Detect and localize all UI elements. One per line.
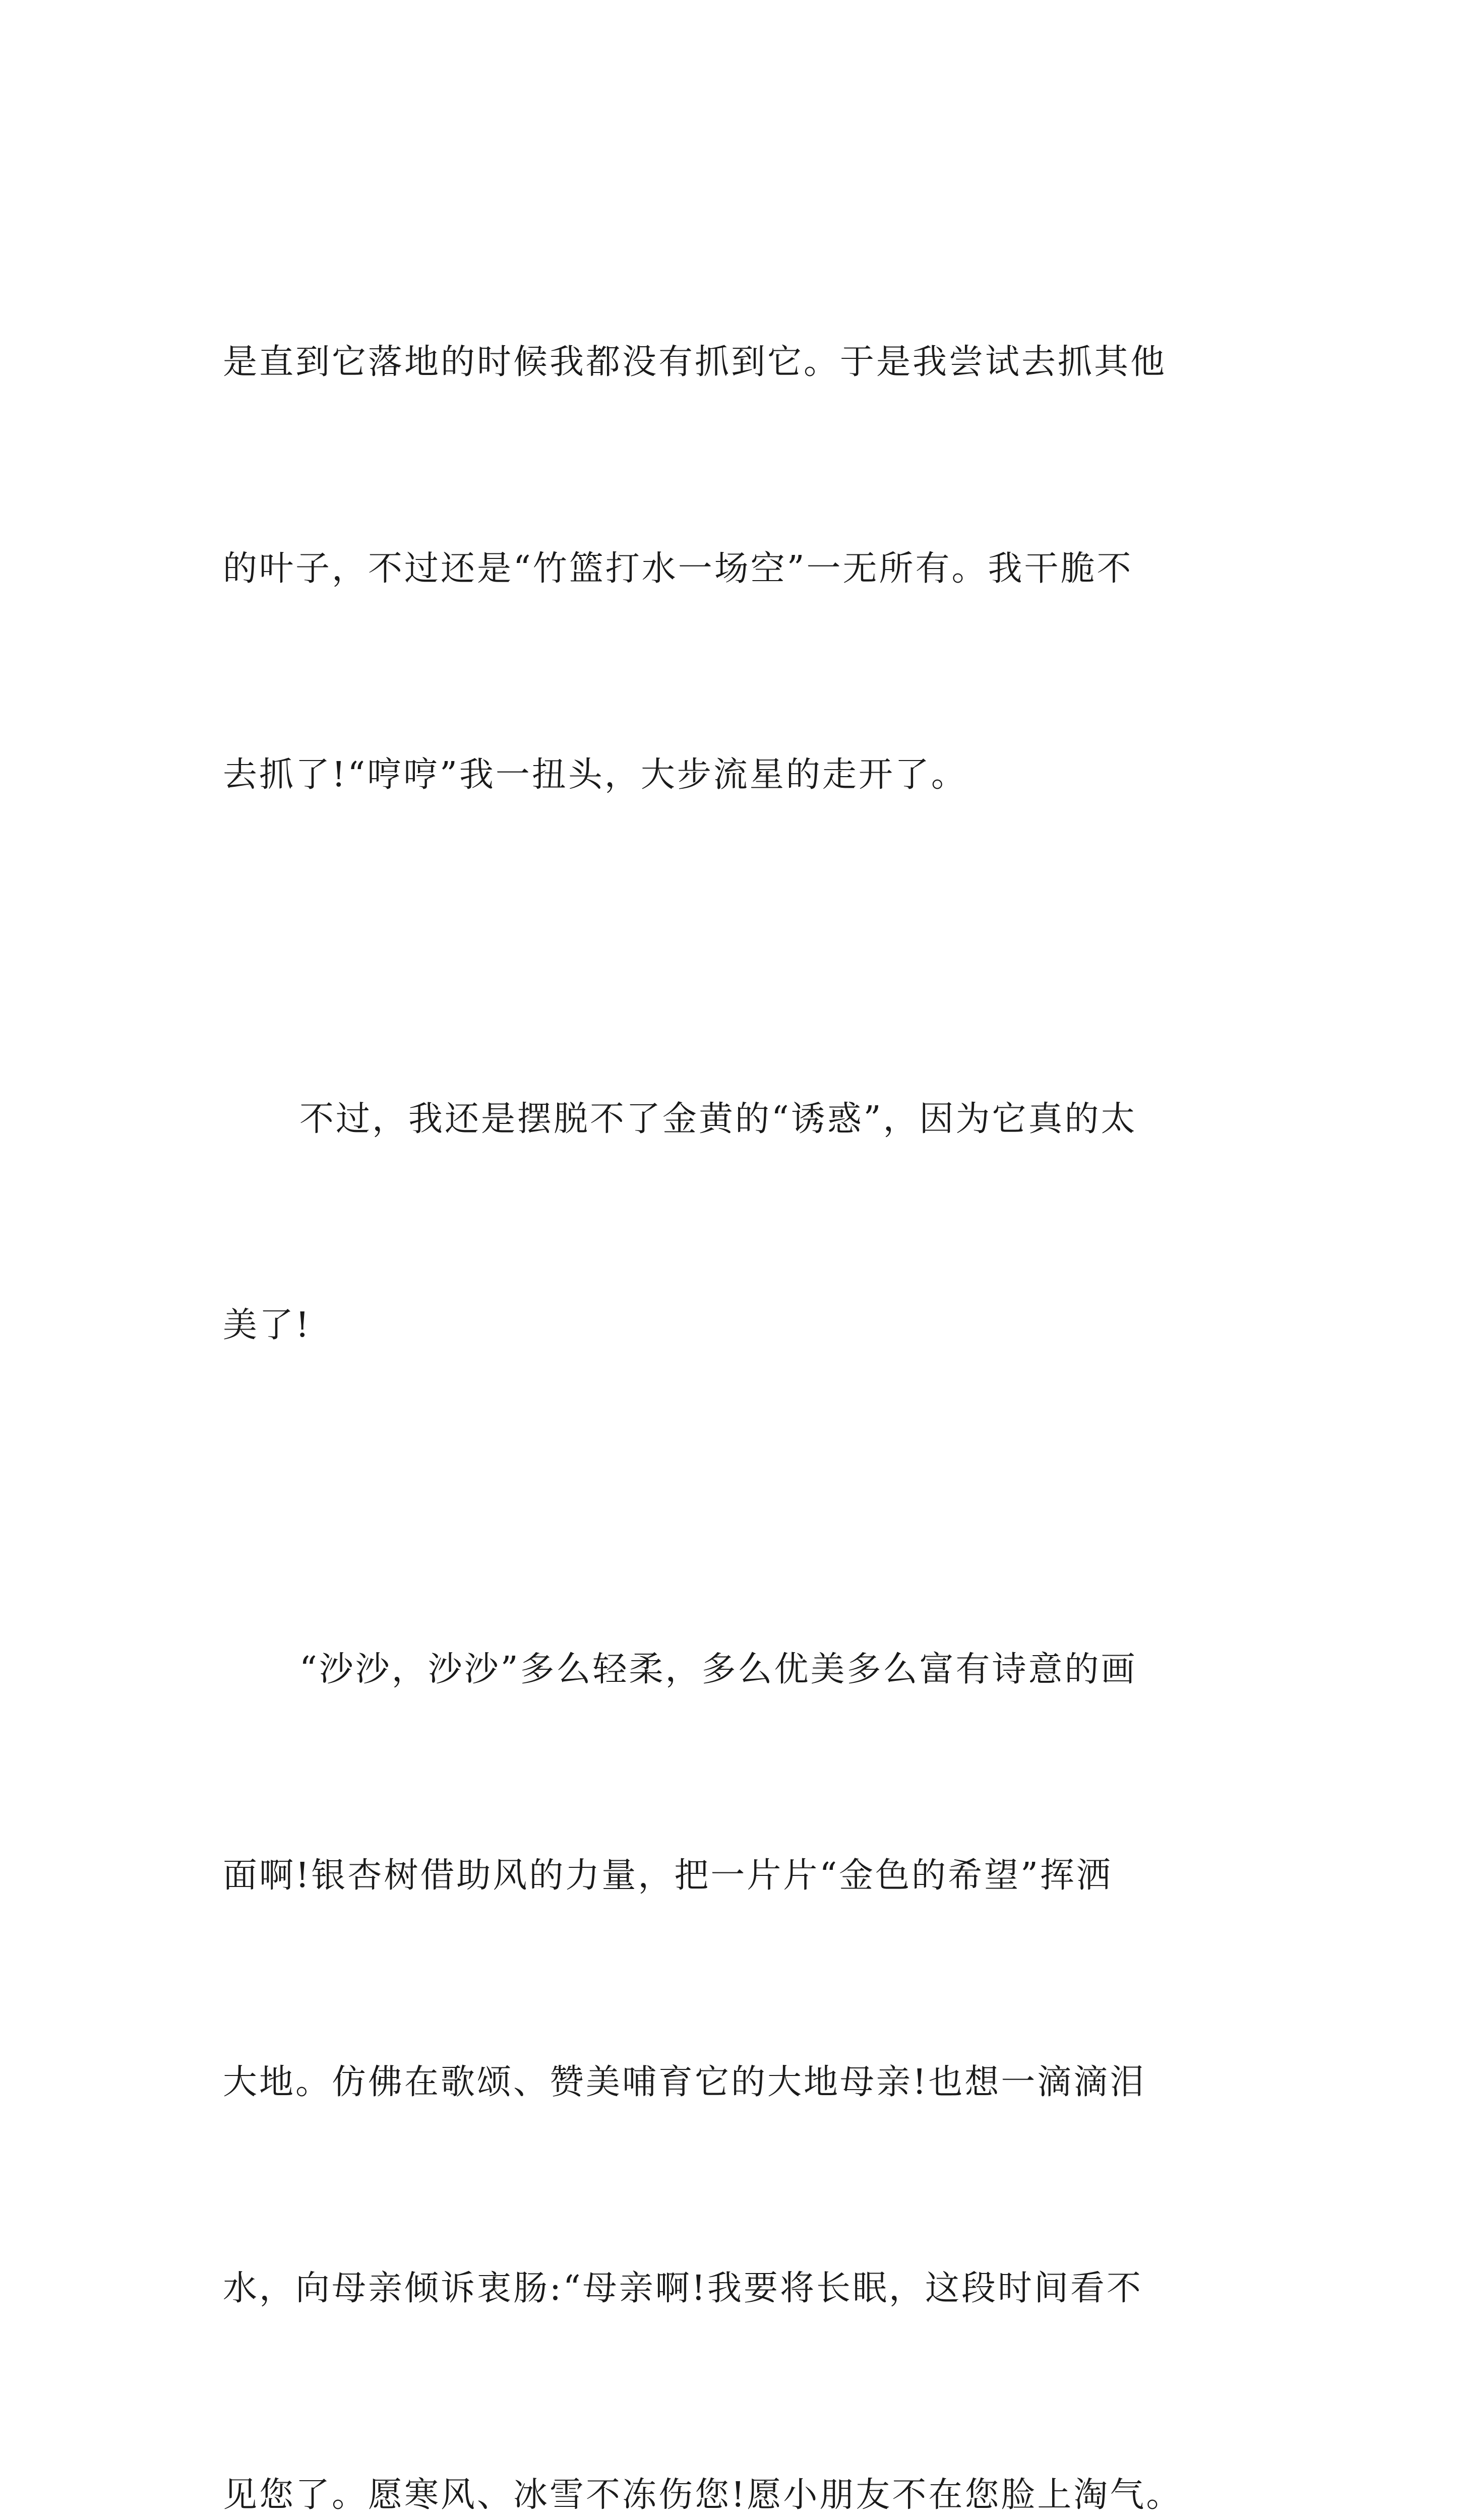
text-line: 美了! [223, 1291, 1251, 1360]
text-line: “沙沙，沙沙”多么轻柔，多么优美多么富有诗意的画 [223, 1635, 1251, 1705]
text-line: 去抓了!“哼哼”我一扭头，大步流星的走开了。 [223, 741, 1251, 810]
paragraph [223, 191, 1251, 948]
text-line: 不过，我还是摆脱不了金黄的“诱惑”，因为它真的太 [223, 1085, 1251, 1154]
paragraph [223, 948, 1251, 1498]
paragraph [223, 1498, 1251, 2520]
text-line: 是直到它落地的时候我都没有抓到它。于是我尝试去抓其他 [223, 328, 1251, 397]
text-line: 水，向母亲倾诉衷肠:“母亲啊!我要将长眠，这段时间看不 [223, 2254, 1251, 2323]
document-body [223, 191, 1251, 2520]
text-line: 见您了。愿寒风、冰雪不冻伤您!愿小朋友不在您脸上淘气。 [223, 2461, 1251, 2520]
text-line: 的叶子，不过还是“竹篮打水一场空”一无所有。我干脆不 [223, 535, 1251, 604]
text-line: 面啊!银杏树借助风的力量，把一片片“金色的希望”挥洒 [223, 1842, 1251, 1911]
text-line: 大地。仿佛在歌颂、赞美哺育它的大地母亲!也想一滴滴泪 [223, 2048, 1251, 2117]
